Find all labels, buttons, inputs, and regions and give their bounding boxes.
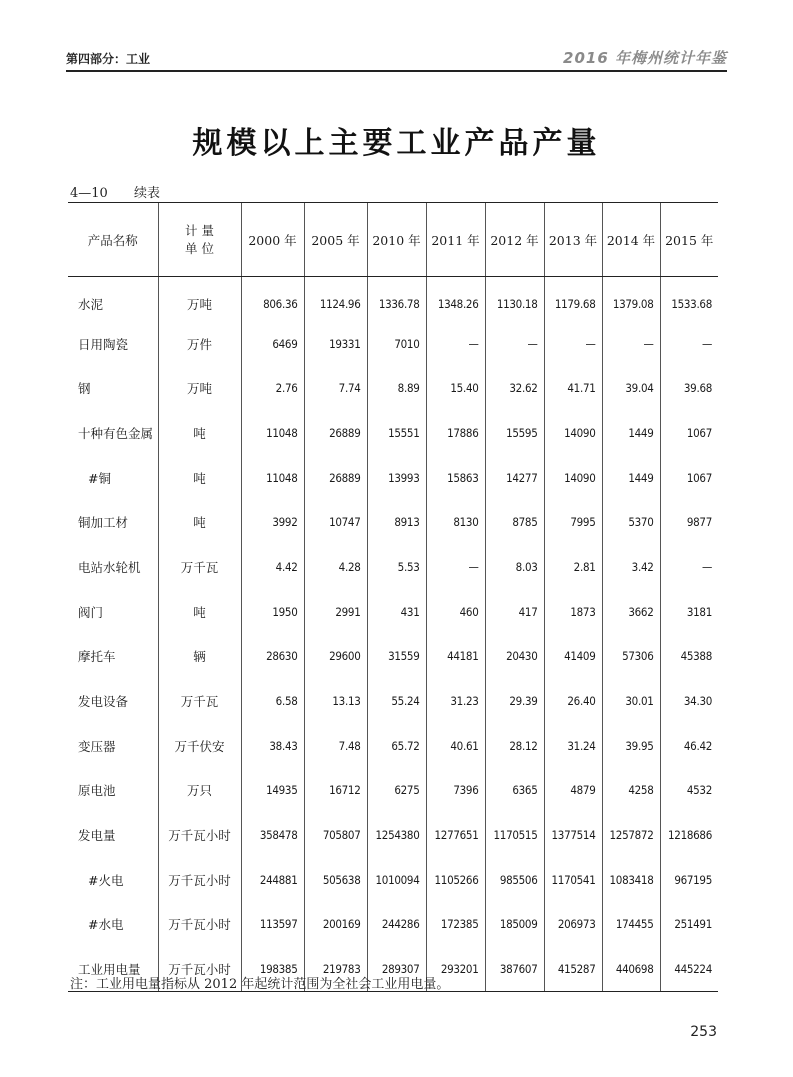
product-name-cell: #火电 [88, 872, 124, 888]
value-cell: 6.58 [241, 679, 304, 724]
product-name-cell: 发电量 [78, 828, 116, 844]
product-name-cell: 十种有色金属 [78, 425, 154, 441]
value-cell: 3662 [602, 589, 660, 634]
value-cell: 806.36 [241, 277, 304, 322]
unit-cell: 万千伏安 [158, 723, 241, 768]
header-year: 2000 年 [241, 203, 304, 277]
value-cell: 14935 [241, 768, 304, 813]
unit-cell: 万千瓦 [158, 679, 241, 724]
value-cell: 41.71 [544, 366, 602, 411]
table-row [68, 723, 718, 768]
value-cell: 1533.68 [660, 277, 718, 322]
value-cell: 1348.26 [426, 277, 485, 322]
value-cell: 113597 [241, 902, 304, 947]
product-name-cell: 摩托车 [78, 649, 116, 665]
table-caption [70, 182, 160, 201]
header-year: 2015 年 [660, 203, 718, 277]
unit-cell: 万只 [158, 768, 241, 813]
value-cell: 11048 [241, 411, 304, 456]
product-name-cell: 工业用电量 [68, 947, 158, 992]
value-cell: 1449 [602, 411, 660, 456]
value-cell: 251491 [660, 902, 718, 947]
product-name-cell: 日用陶瓷 [78, 336, 129, 352]
unit-cell: 万吨 [158, 366, 241, 411]
value-cell: 219783 [304, 947, 367, 992]
product-name-cell: 电站水轮机 [78, 559, 141, 575]
table-row [68, 455, 718, 500]
value-cell: — [544, 321, 602, 366]
value-cell: 8130 [426, 500, 485, 545]
unit-cell: 辆 [158, 634, 241, 679]
table-row [68, 277, 718, 322]
value-cell: 15551 [367, 411, 426, 456]
value-cell: 172385 [426, 902, 485, 947]
value-cell: 1010094 [367, 857, 426, 902]
value-cell: 1130.18 [485, 277, 544, 322]
header-year: 2012 年 [485, 203, 544, 277]
value-cell: 65.72 [367, 723, 426, 768]
value-cell: 34.30 [660, 679, 718, 724]
value-cell: 29.39 [485, 679, 544, 724]
table-row [68, 768, 718, 813]
value-cell: 14090 [544, 455, 602, 500]
value-cell: 1379.08 [602, 277, 660, 322]
table-row [68, 589, 718, 634]
value-cell: 244881 [241, 857, 304, 902]
unit-cell: 万千瓦 [158, 545, 241, 590]
value-cell: 174455 [602, 902, 660, 947]
value-cell: 30.01 [602, 679, 660, 724]
value-cell: 1257872 [602, 813, 660, 858]
value-cell: 417 [485, 589, 544, 634]
table-row [68, 813, 718, 858]
value-cell: 29600 [304, 634, 367, 679]
value-cell: 41409 [544, 634, 602, 679]
page-number: 253 [690, 1024, 717, 1040]
value-cell: 1067 [660, 455, 718, 500]
unit-cell: 万件 [158, 321, 241, 366]
value-cell: 26889 [304, 411, 367, 456]
unit-cell: 万千瓦小时 [158, 947, 241, 992]
product-name-cell: 水泥 [78, 297, 104, 313]
value-cell: 387607 [485, 947, 544, 992]
value-cell: 5.53 [367, 545, 426, 590]
value-cell: 6365 [485, 768, 544, 813]
yearbook-title: 2016 年梅州统计年鉴 [563, 49, 727, 67]
value-cell: 55.24 [367, 679, 426, 724]
page-header [66, 40, 727, 72]
page-title: 规模以上主要工业产品产量 [192, 126, 601, 161]
value-cell: 14090 [544, 411, 602, 456]
header-unit [158, 203, 241, 277]
value-cell: 46.42 [660, 723, 718, 768]
product-name-cell: 变压器 [78, 738, 116, 754]
value-cell: 1254380 [367, 813, 426, 858]
value-cell: 13993 [367, 455, 426, 500]
value-cell: — [426, 545, 485, 590]
product-name-cell: 阀门 [78, 604, 104, 620]
header-unit-line1: 计 量 [185, 222, 214, 238]
value-cell: 6275 [367, 768, 426, 813]
value-cell: — [660, 321, 718, 366]
product-output-table [68, 202, 718, 992]
value-cell: 358478 [241, 813, 304, 858]
value-cell: 4.28 [304, 545, 367, 590]
value-cell: — [426, 321, 485, 366]
value-cell: 4.42 [241, 545, 304, 590]
product-name-cell: 铜加工材 [78, 515, 129, 531]
value-cell: 9877 [660, 500, 718, 545]
value-cell: 2991 [304, 589, 367, 634]
unit-cell: 万千瓦小时 [158, 902, 241, 947]
value-cell: 7.74 [304, 366, 367, 411]
value-cell: 5370 [602, 500, 660, 545]
table-row [68, 321, 718, 366]
value-cell: 1170541 [544, 857, 602, 902]
value-cell: 26889 [304, 455, 367, 500]
table-body [68, 277, 718, 992]
value-cell: 460 [426, 589, 485, 634]
value-cell: 15.40 [426, 366, 485, 411]
value-cell: 244286 [367, 902, 426, 947]
value-cell: 198385 [241, 947, 304, 992]
product-name-cell: 原电池 [78, 783, 116, 799]
unit-cell: 万千瓦小时 [158, 857, 241, 902]
product-name-cell: 钢 [78, 381, 91, 397]
value-cell: 39.68 [660, 366, 718, 411]
value-cell: 14277 [485, 455, 544, 500]
unit-cell: 吨 [158, 455, 241, 500]
value-cell: 505638 [304, 857, 367, 902]
footnote: 注：工业用电量指标从 2012 年起统计范围为全社会工业用电量。 [70, 977, 450, 992]
table-row [68, 902, 718, 947]
value-cell: 39.95 [602, 723, 660, 768]
value-cell: 26.40 [544, 679, 602, 724]
unit-cell: 吨 [158, 411, 241, 456]
value-cell: 1083418 [602, 857, 660, 902]
value-cell: 1873 [544, 589, 602, 634]
value-cell: 39.04 [602, 366, 660, 411]
unit-cell: 吨 [158, 500, 241, 545]
header-unit-line2: 单 位 [185, 240, 214, 256]
value-cell: 7010 [367, 321, 426, 366]
value-cell: 31559 [367, 634, 426, 679]
value-cell: 1179.68 [544, 277, 602, 322]
value-cell: 445224 [660, 947, 718, 992]
value-cell: 15595 [485, 411, 544, 456]
header-year: 2005 年 [304, 203, 367, 277]
value-cell: 1950 [241, 589, 304, 634]
table-row [68, 411, 718, 456]
value-cell: 8.03 [485, 545, 544, 590]
value-cell: 1067 [660, 411, 718, 456]
value-cell: 4258 [602, 768, 660, 813]
value-cell: 431 [367, 589, 426, 634]
value-cell: 1449 [602, 455, 660, 500]
value-cell: 289307 [367, 947, 426, 992]
header-year: 2013 年 [544, 203, 602, 277]
value-cell: 1277651 [426, 813, 485, 858]
value-cell: 10747 [304, 500, 367, 545]
header-product-name: 产品名称 [68, 203, 158, 277]
value-cell: 967195 [660, 857, 718, 902]
header-year: 2011 年 [426, 203, 485, 277]
value-cell: 7995 [544, 500, 602, 545]
value-cell: 1218686 [660, 813, 718, 858]
value-cell: 1377514 [544, 813, 602, 858]
value-cell: 8.89 [367, 366, 426, 411]
value-cell: 28.12 [485, 723, 544, 768]
value-cell: 1336.78 [367, 277, 426, 322]
value-cell: 13.13 [304, 679, 367, 724]
value-cell: 44181 [426, 634, 485, 679]
value-cell: 1170515 [485, 813, 544, 858]
table-row [68, 634, 718, 679]
value-cell: 206973 [544, 902, 602, 947]
table-row [68, 366, 718, 411]
value-cell: 8913 [367, 500, 426, 545]
value-cell: 20430 [485, 634, 544, 679]
value-cell: 293201 [426, 947, 485, 992]
value-cell: 185009 [485, 902, 544, 947]
value-cell: 2.76 [241, 366, 304, 411]
table-row [68, 857, 718, 902]
unit-cell: 吨 [158, 589, 241, 634]
value-cell: 4879 [544, 768, 602, 813]
value-cell: 3181 [660, 589, 718, 634]
unit-cell: 万吨 [158, 277, 241, 322]
value-cell: 8785 [485, 500, 544, 545]
value-cell: — [485, 321, 544, 366]
product-name-cell: 发电设备 [78, 694, 129, 710]
value-cell: 985506 [485, 857, 544, 902]
header-year: 2014 年 [602, 203, 660, 277]
value-cell: 17886 [426, 411, 485, 456]
value-cell: 40.61 [426, 723, 485, 768]
value-cell: 2.81 [544, 545, 602, 590]
unit-cell: 万千瓦小时 [158, 813, 241, 858]
value-cell: 57306 [602, 634, 660, 679]
value-cell: 19331 [304, 321, 367, 366]
value-cell: 3.42 [602, 545, 660, 590]
section-label: 第四部分：工业 [66, 52, 151, 66]
value-cell: 415287 [544, 947, 602, 992]
table-row [68, 545, 718, 590]
value-cell: 3992 [241, 500, 304, 545]
table-row [68, 679, 718, 724]
value-cell: 1105266 [426, 857, 485, 902]
value-cell: 6469 [241, 321, 304, 366]
value-cell: 32.62 [485, 366, 544, 411]
value-cell: 15863 [426, 455, 485, 500]
product-name-cell: #水电 [88, 917, 124, 933]
table-continued-label: 续表 [133, 186, 160, 201]
value-cell: 16712 [304, 768, 367, 813]
value-cell: 45388 [660, 634, 718, 679]
table-row [68, 500, 718, 545]
value-cell: 705807 [304, 813, 367, 858]
value-cell: — [660, 545, 718, 590]
value-cell: 28630 [241, 634, 304, 679]
value-cell: 4532 [660, 768, 718, 813]
product-name-cell: #铜 [88, 470, 111, 486]
value-cell: — [602, 321, 660, 366]
value-cell: 200169 [304, 902, 367, 947]
value-cell: 1124.96 [304, 277, 367, 322]
table-code: 4—10 [70, 186, 108, 201]
value-cell: 7.48 [304, 723, 367, 768]
value-cell: 440698 [602, 947, 660, 992]
value-cell: 31.24 [544, 723, 602, 768]
header-year: 2010 年 [367, 203, 426, 277]
table-header-row [68, 203, 718, 277]
value-cell: 31.23 [426, 679, 485, 724]
value-cell: 38.43 [241, 723, 304, 768]
value-cell: 7396 [426, 768, 485, 813]
value-cell: 11048 [241, 455, 304, 500]
